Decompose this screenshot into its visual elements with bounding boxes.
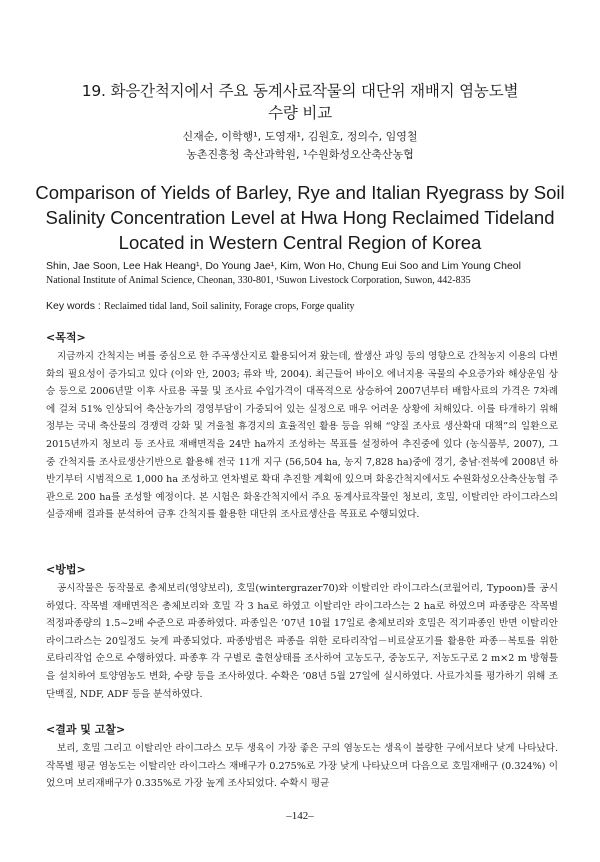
korean-title (30, 80, 570, 124)
english-authors: Shin, Jae Soon, Lee Hak Heang¹, Do Young Jae¹, Kim, Won Ho, Chung Eui Soo and Lim Young Cheol (46, 260, 521, 272)
english-title (20, 180, 580, 255)
results-body: 보리, 호밀 그리고 이탈리안 라이그라스 모두 생육이 가장 좋은 구의 염농도는 생육이 불량한 구에서보다 낮게 나타났다. 작목별 평균 염농도는 이탈리안 라이그라스 재배구가 0.275%로 가장 낮게 나타났으며 다음으로 호밀재배구 (0.324%) 이었으며 보리재배구가 0.335%로 가장 높게 조사되었다. 수확시 평균 (46, 743, 558, 790)
objective-section (46, 330, 558, 524)
korean-authors: 신재순, 이학행¹, 도영재¹, 김원호, 정의수, 임영철 (182, 130, 418, 143)
methods-body: 공시작물은 동작물로 총체보리(영양보리), 호밀(wintergrazer70)와 이탈리안 라이그라스(코월어리, Typoon)를 공시하였다. 작목별 재배면적은 총체보리와 호밀 각 3 ha로 하였고 이탈리안 라이그라스는 2 ha로 하였으며 파종량은 작목별 적정파종량의 1.5~2배 수준으로 파종하였다. 파종일은 ’07년 10월 17일로 총체보리와 호밀은 적기파종인 반면 이탈리안 라이그라스는 20일정도 늦게 파종되었다. 파종방법은 파종을 위한 로타리작업－비료살포기를 활용한 파종－복토를 위한 로타리작업 순으로 수행하였다. 파종후 각 구별로 출현상태를 조사하여 고농도구, 중농도구, 저농도구로 2 m×2 m 방형틀을 설치하여 토양염농도 변화, 수량 등을 조사하였다. 수확은 ’08년 5월 27일에 실시하였다. 사료가치를 평가하기 위해 조단백질, NDF, ADF 등을 분석하였다. (46, 583, 558, 700)
keywords-text: Reclaimed tidal land, Soil salinity, Forage crops, Forge quality (104, 301, 355, 312)
keywords-label: Key words : (46, 300, 101, 312)
korean-title-line-2: 수량 비교 (268, 104, 332, 122)
results-heading: <결과 및 고찰> (46, 723, 126, 736)
methods-heading: <방법> (46, 563, 86, 576)
methods-section (46, 562, 558, 703)
results-section (46, 722, 558, 793)
english-title-line-1: Comparison of Yields of Barley, Rye and Italian Ryegrass by Soil (35, 182, 565, 203)
english-title-line-2: Salinity Concentration Level at Hwa Hong Reclaimed Tideland (45, 207, 555, 228)
objective-heading: <목적> (46, 331, 86, 344)
keywords (46, 299, 570, 314)
korean-affiliation: 농촌진흥청 축산과학원, ¹수원화성오산축산농협 (186, 148, 414, 161)
korean-title-line-1: 19. 화응간척지에서 주요 동계사료작물의 대단위 재배지 염농도별 (81, 82, 519, 100)
korean-author-block (30, 128, 570, 164)
english-affiliation: National Institute of Animal Science, Cheonan, 330-801, ¹Suwon Livestock Corporation, Suwon, 442-835 (46, 275, 471, 286)
objective-body: 지금까지 간척지는 벼를 중심으로 한 주곡생산지로 활용되어져 왔는데, 쌀생산 과잉 등의 영향으로 간척농지 이용의 다변화의 필요성이 증가되고 있다 (이와 안, 2003; 류와 박, 2004). 최근들어 바이오 에너지용 곡물의 수요증가와 해상운임 상승 등으로 2006년말 이후 사료용 곡물 및 조사료 수입가격이 대폭적으로 상승하여 2007년부터 배합사료의 가격은 7차례에 걸쳐 51% 인상되어 축산농가의 경영부담이 가중되어 있는 실정으로 매우 어려운 상황에 처해있다. 이를 타개하기 위해 정부는 국내 축산물의 경쟁력 강화 및 겨울철 휴경지의 효율적인 활용 등을 위해 “양질 조사료 생산확대 대책”의 일환으로 2015년까지 청보리 등 조사료 재배면적을 24만 ha까지 조성하는 목표를 설정하여 추진중에 있다 (농식품부, 2007), 그 중 간척지를 조사료생산기반으로 활용해 전국 11개 지구 (56,504 ha, 농지 7,828 ha)중에 경기, 충남·전북에 2008년 하반기부터 시범적으로 1,000 ha 조성하고 연차별로 확대 추진할 계획에 있으며 화옹간척지에서도 수원화성오산축산농협 주관으로 200 ha를 조성할 예정이다. 본 시험은 화옹간척지에서 주요 동계사료작물인 청보리, 호밀, 이탈리안 라이그라스의 실증재배 결과를 분석하여 금후 간척지를 활용한 대단위 조사료생산을 목표로 수행되었다. (46, 351, 558, 521)
page-number: –142– (286, 810, 314, 822)
english-title-line-3: Located in Western Central Region of Korea (118, 232, 482, 253)
